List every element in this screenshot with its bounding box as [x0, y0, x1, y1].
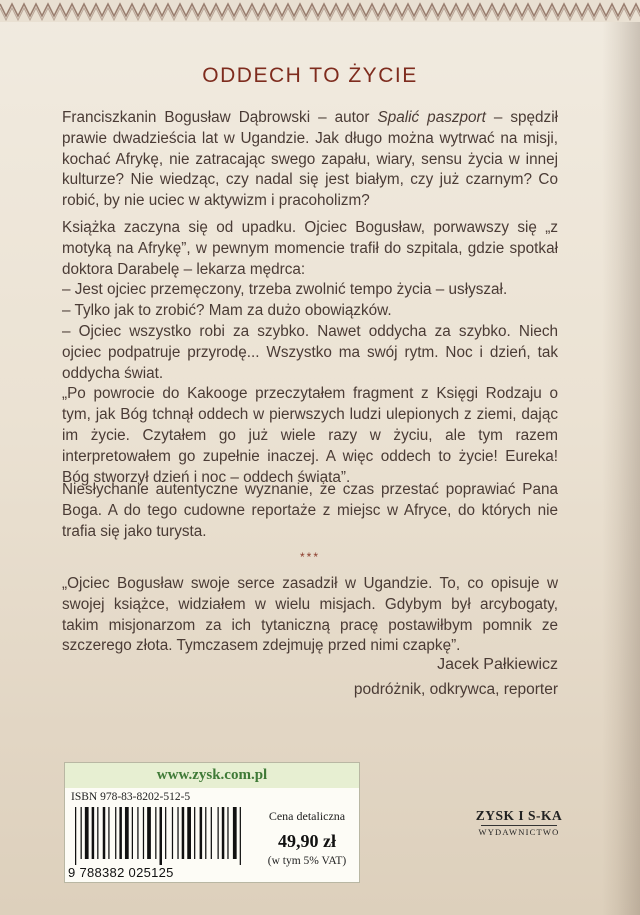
book-title-italic: Spalić paszport [377, 109, 486, 126]
story-line: Książka zaczyna się od upadku. Ojciec Bogusław, porwawszy się „z motyką na Afrykę”, w pewnym momencie trafił do szpitala, gdzie spotkał doktora Darabelę – lekarza mędrca: [62, 219, 558, 278]
publisher-name: ZYSK I S-KA [475, 808, 563, 823]
story-line: – Tylko jak to zrobić? Mam za dużo obowiązków. [62, 302, 392, 320]
story-block [62, 218, 558, 488]
page-edge-shadow [602, 0, 640, 915]
summary-paragraph [62, 480, 558, 542]
publisher-logo [475, 808, 563, 840]
price-value: 49,90 zł [278, 831, 336, 851]
summary-text: Niesłychanie autentyczne wyznanie, że czas przestać poprawiać Pana Boga. A do tego cudowne reportaże z miejsc w Afryce, do których nie trafia się jako turysta. [62, 481, 558, 540]
page-title: ODDECH TO ŻYCIE [202, 64, 418, 87]
publisher-sub: WYDAWNICTWO [478, 827, 560, 837]
quote-author: Jacek Pałkiewicz [437, 656, 558, 673]
isbn-price-box [64, 762, 360, 883]
story-line: – Jest ojciec przemęczony, trzeba zwolnić tempo życia – usłyszał. [62, 281, 508, 299]
price-label: Cena detaliczna [268, 809, 346, 823]
isbn-text: ISBN 978-83-8202-512-5 [71, 791, 191, 803]
logo-divider [481, 825, 557, 826]
barcode-graphic [71, 807, 249, 865]
publisher-url: www.zysk.com.pl [156, 767, 268, 783]
intro-text-start: Franciszkanin Bogusław Dąbrowski – autor [62, 109, 378, 126]
endorsement-quote: „Ojciec Bogusław swoje serce zasadził w Ugandzie. To, co opisuje w swojej książce, widziałem w wielu misjach. Gdybym był arcybogaty, takim misjonarzom za ich tytaniczną pracę postawiłbym pomnik ze szczerego złota. Tymczasem zdejmuję przed nimi czapkę”. [62, 575, 558, 655]
story-line: „Po powrocie do Kakooge przeczytałem fragment z Księgi Rodzaju o tym, jak Bóg tchnął oddech w pierwszych ludzi ulepionych z ziemi, dając im życie. Czytałem go już wiele razy w życiu, ale tym razem interpretowałem go zupełnie inaczej. A więc oddech to życie! Eureka! Bóg stworzył dzień i noc – oddech świata”. [62, 385, 558, 486]
vat-note: (w tym 5% VAT) [267, 855, 347, 867]
barcode-number: 9 788382 025125 [68, 865, 174, 880]
intro-paragraph [62, 108, 558, 212]
story-line: – Ojciec wszystko robi za szybko. Nawet oddycha za szybko. Niech ojciec podpatruje przyrodę... Wszystko ma swój rytm. Noc i dzień, tak oddycha świat. [62, 322, 558, 382]
section-divider-stars: *** [299, 550, 320, 564]
decorative-top-border [0, 0, 640, 22]
intro-text-rest: – spędził prawie dwadzieścia lat w Ugandzie. Jak długo można wytrwać na misji, kochać Afrykę, nie zatracając swego zapału, wiary, sensu życia w innej kulturze? Nie wiedząc, czy nadal się jest białym, czy już czarnym? Co robić, by nie uciec w aktywizm i pracoholizm? [62, 109, 558, 210]
quote-author-role: podróżnik, odkrywca, reporter [353, 681, 558, 698]
